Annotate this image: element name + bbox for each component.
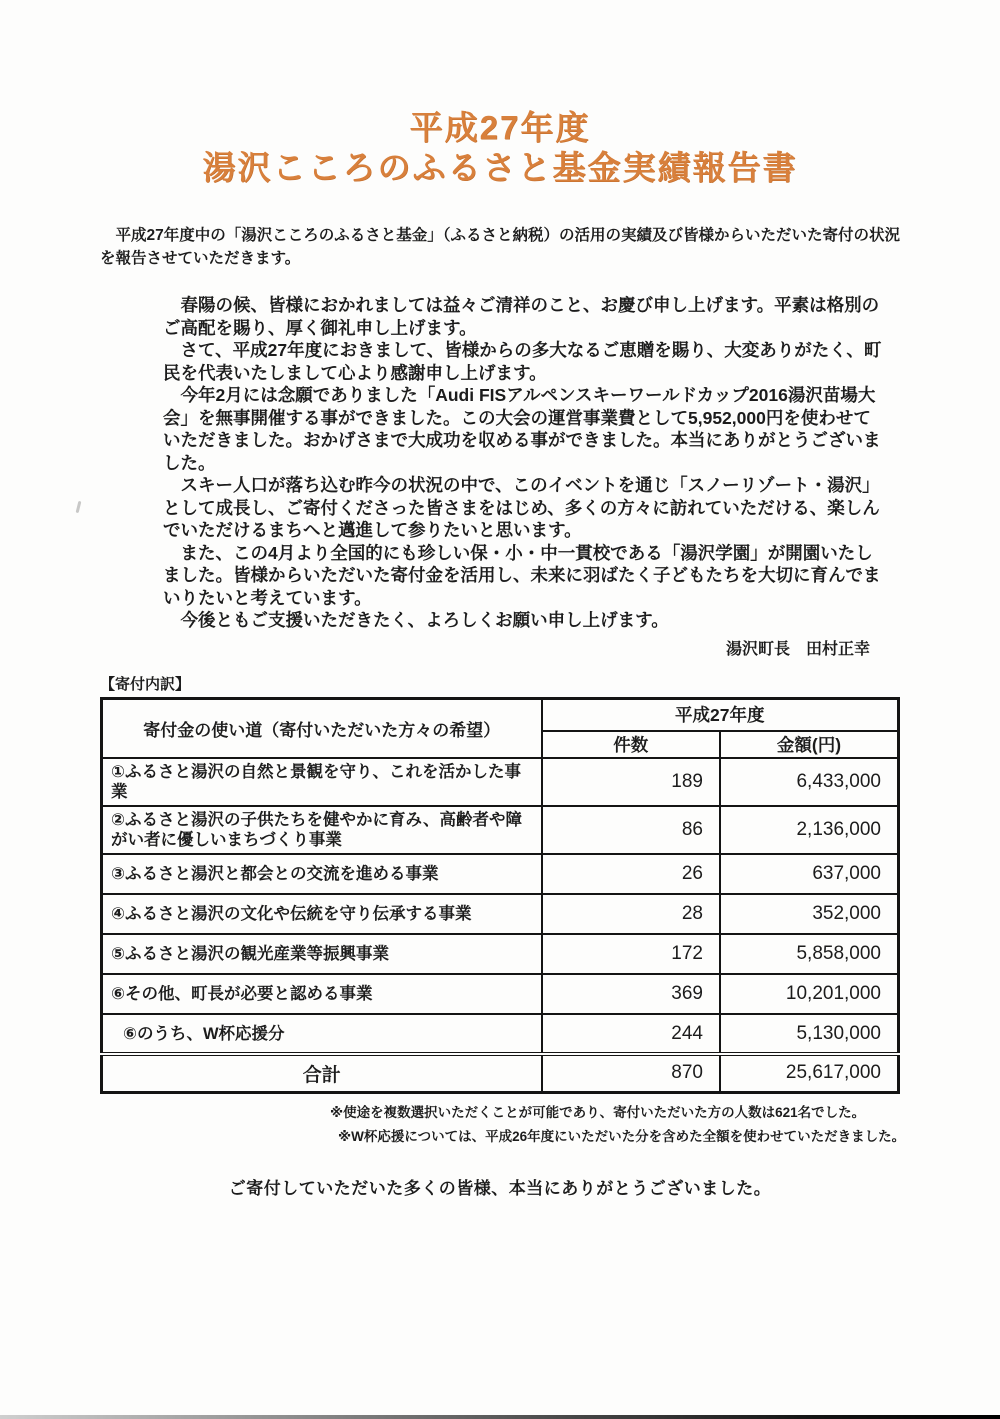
count-cell: 369: [542, 974, 721, 1014]
report-title-line1: 平成27年度: [409, 109, 591, 146]
letter-paragraph: さて、平成27年度におきまして、皆様からの多大なるご恵贈を賜り、大変ありがたく、町民を代表いたしまして心より感謝申し上げます。: [163, 340, 882, 383]
letter-paragraph: また、この4月より全国的にも珍しい保・小・中一貫校である「湯沢学園」が開園いたしました。皆様からいただいた寄付金を活用し、未来に羽ばたく子どもたちを大切に育んでまいりたいと考えています。: [163, 542, 881, 608]
table-row-subitem: [102, 1014, 899, 1054]
column-header-count: 件数: [542, 731, 721, 758]
letter-paragraph: 春陽の候、皆様におかれましては益々ご清祥のこと、お慶び申し上げます。平素は格別のご高配を賜り、厚く御礼申し上げます。: [163, 295, 880, 338]
report-title: [0, 0, 1000, 188]
total-label: 合計: [102, 1054, 542, 1092]
amount-cell: 6,433,000: [720, 758, 899, 806]
table-row: [102, 974, 899, 1014]
table-row: [102, 854, 899, 894]
count-cell: 189: [542, 758, 721, 806]
use-cell: ⑤ふるさと湯沢の観光産業等振興事業: [102, 934, 542, 974]
mayor-signature: 湯沢町長 田村正幸: [725, 640, 870, 658]
count-cell: 26: [542, 854, 721, 894]
count-cell: 172: [542, 934, 721, 974]
table-footnotes: [0, 1104, 1000, 1146]
count-cell: 86: [542, 806, 721, 854]
letter-paragraph: 今年2月には念願でありました「Audi FISアルペンスキーワールドカップ2016湯沢苗場大会」を無事開催する事ができました。この大会の運営事業費として5,952,000円を使わせていただきました。おかげさまで大成功を収める事ができました。本当にありがとうございました。: [163, 385, 881, 473]
count-cell: 244: [542, 1014, 721, 1054]
scan-speck-artifact: [76, 501, 82, 513]
amount-cell: 352,000: [720, 894, 899, 934]
report-title-line2: 湯沢こころのふるさと基金実績報告書: [202, 149, 798, 186]
donation-breakdown-table: [100, 697, 900, 1094]
letter-paragraph: 今後ともご支援いただきたく、よろしくお願い申し上げます。: [180, 610, 669, 630]
amount-cell: 5,130,000: [720, 1014, 899, 1054]
column-header-year: 平成27年度: [542, 698, 899, 731]
use-cell: ⑥その他、町長が必要と認める事業: [102, 974, 542, 1014]
amount-cell: 5,858,000: [720, 934, 899, 974]
use-cell: ③ふるさと湯沢と都会との交流を進める事業: [102, 854, 542, 894]
total-count-cell: 870: [542, 1054, 721, 1092]
amount-cell: 637,000: [720, 854, 899, 894]
total-amount-cell: 25,617,000: [720, 1054, 899, 1092]
table-row: [102, 758, 899, 806]
use-cell: ①ふるさと湯沢の自然と景観を守り、これを活かした事業: [102, 758, 542, 806]
column-header-amount: 金額(円): [720, 731, 899, 758]
count-cell: 28: [542, 894, 721, 934]
greeting-letter: [163, 294, 882, 632]
column-header-use: 寄付金の使い道（寄付いただいた方々の希望）: [102, 698, 542, 758]
letter-paragraph: スキー人口が落ち込む昨今の状況の中で、このイベントを通じ「スノーリゾート・湯沢」として成長し、ご寄付くださった皆さまをはじめ、多くの方々に訪れていただける、楽しんでいただけるまちへと邁進して参りたいと思います。: [163, 475, 880, 540]
table-total-row: [102, 1054, 899, 1092]
scan-edge-artifact: [0, 1415, 1000, 1419]
table-header-row-1: [102, 698, 899, 731]
table-row: [102, 934, 899, 974]
use-cell: ④ふるさと湯沢の文化や伝統を守り伝承する事業: [102, 894, 542, 934]
table-row: [102, 806, 899, 854]
footnote-line: ※使途を複数選択いただくことが可能であり、寄付いただいた方の人数は621名でした。: [330, 1104, 866, 1120]
breakdown-section-label: 【寄付内訳】: [100, 675, 191, 693]
amount-cell: 10,201,000: [720, 974, 899, 1014]
table-row: [102, 894, 899, 934]
footnote-line: ※W杯応援については、平成26年度にいただいた分を含めた全額を使わせていただきました。: [338, 1128, 906, 1144]
use-cell: ②ふるさと湯沢の子供たちを健やかに育み、高齢者や障がい者に優しいまちづくり事業: [102, 806, 542, 854]
amount-cell: 2,136,000: [720, 806, 899, 854]
closing-message: ご寄付していただいた多くの皆様、本当にありがとうございました。: [228, 1178, 772, 1198]
use-cell: ⑥のうち、W杯応援分: [102, 1014, 542, 1054]
intro-paragraph: 平成27年度中の「湯沢こころのふるさと基金」（ふるさと納税）の活用の実績及び皆様からいただいた寄付の状況を報告させていただきます。: [100, 227, 900, 267]
